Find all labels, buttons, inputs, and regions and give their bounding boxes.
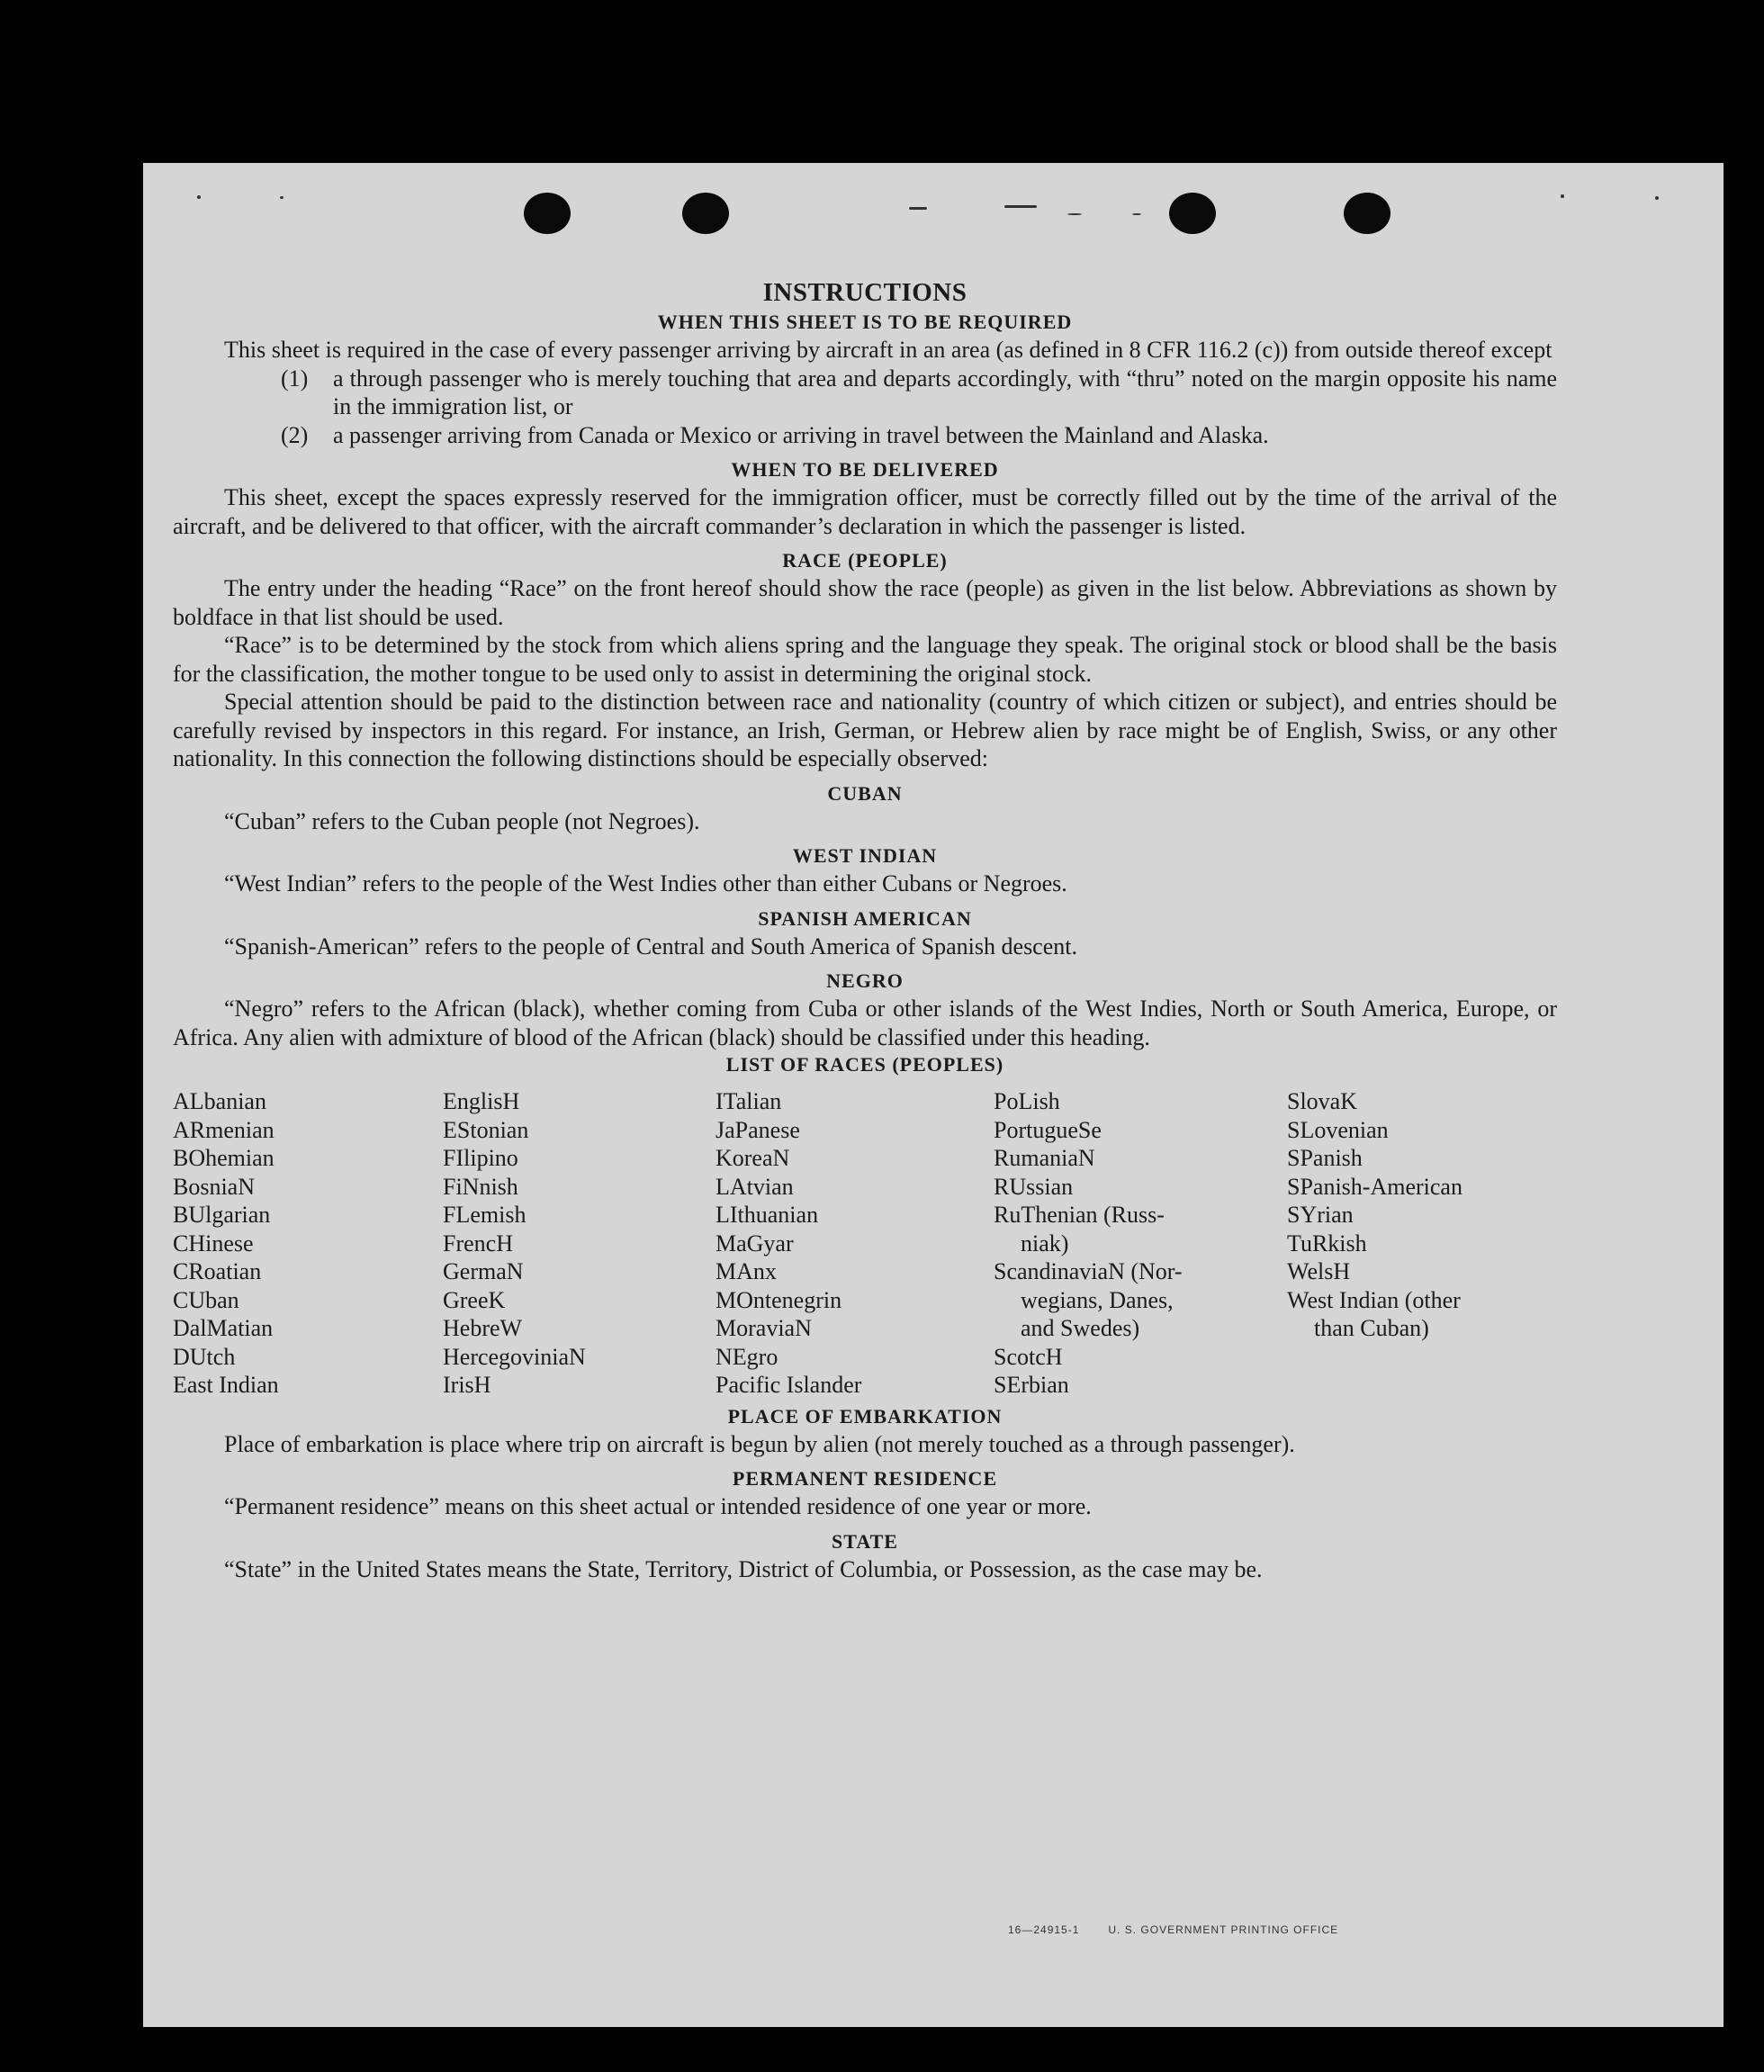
race-item: BOhemian	[173, 1145, 274, 1171]
section-heading-cuban: CUBAN	[827, 781, 903, 805]
paper-speck	[197, 195, 201, 199]
race-item-continuation: and Swedes)	[1021, 1315, 1140, 1341]
section-heading-state: STATE	[832, 1529, 898, 1553]
race-item: GreeK	[443, 1286, 506, 1313]
exception-number: (1)	[281, 365, 309, 392]
race-item: NEgro	[716, 1343, 778, 1370]
race-item: SYrian	[1287, 1202, 1354, 1228]
paper-speck	[1655, 196, 1659, 200]
race-item: ARmenian	[173, 1116, 274, 1143]
race-item: LAtvian	[716, 1173, 794, 1200]
exception-number: (2)	[281, 421, 309, 448]
race-paragraph: The entry under the heading “Race” on the front hereof should show the race (people) as given in the list below. Abbreviations as shown by boldface in that list should be used.	[173, 575, 1557, 630]
race-item: ScandinaviaN (Nor-	[994, 1258, 1183, 1284]
section-heading-list-of-races: LIST OF RACES (PEOPLES)	[725, 1053, 1004, 1076]
race-item: HercegoviniaN	[443, 1343, 586, 1370]
race-item: MaGyar	[716, 1230, 794, 1257]
exception-item	[173, 421, 1557, 450]
document-page	[143, 163, 1724, 2027]
punch-hole	[524, 193, 571, 234]
section-heading-west-indian: WEST INDIAN	[792, 844, 938, 867]
form-number: 16—24915-1	[1008, 1923, 1080, 1936]
race-item: CHinese	[173, 1230, 254, 1257]
printer-name: U. S. GOVERNMENT PRINTING OFFICE	[1108, 1923, 1339, 1936]
race-list	[173, 1087, 1557, 1400]
race-item: SPanish	[1287, 1145, 1363, 1171]
race-item: SLovenian	[1287, 1116, 1389, 1143]
race-item-continuation: niak)	[1021, 1230, 1069, 1257]
paper-speck	[1132, 213, 1141, 215]
race-item: RUssian	[994, 1173, 1074, 1200]
race-column	[716, 1087, 994, 1400]
race-item: Pacific Islander	[716, 1372, 862, 1398]
race-item: RumaniaN	[994, 1145, 1095, 1171]
paper-speck	[1561, 194, 1564, 198]
section-heading-embarkation: PLACE OF EMBARKATION	[727, 1404, 1003, 1428]
race-item: HebreW	[443, 1315, 523, 1341]
punch-hole	[1169, 193, 1216, 234]
race-item: JaPanese	[716, 1116, 800, 1143]
section-heading-delivered: WHEN TO BE DELIVERED	[731, 458, 999, 481]
embarkation-text: Place of embarkation is place where trip on aircraft is begun by alien (not merely touched as a through passenger).	[224, 1430, 1295, 1457]
page-title: INSTRUCTIONS	[762, 278, 968, 307]
exception-text: a passenger arriving from Canada or Mexico or arriving in travel between the Mainland and Alaska.	[333, 421, 1269, 448]
race-item: ALbanian	[173, 1088, 266, 1114]
race-item: ScotcH	[994, 1343, 1063, 1370]
race-item: FIlipino	[443, 1145, 518, 1171]
race-paragraph: Special attention should be paid to the distinction between race and nationality (country of which citizen or subject), and entries should be carefully revised by inspectors in this regard. For instance, an Irish, German, or Hebrew alien by race might be of English, Swiss, or any other nationality. In this connection the following distinctions should be especially observed:	[173, 689, 1557, 771]
section-heading-negro: NEGRO	[826, 969, 904, 992]
section-heading-spanish-american: SPANISH AMERICAN	[758, 906, 972, 930]
race-item: BUlgarian	[173, 1202, 271, 1228]
race-item: RuThenian (Russ-	[994, 1202, 1165, 1228]
west-indian-text: “West Indian” refers to the people of the West Indies other than either Cubans or Negroes.	[224, 870, 1067, 896]
paper-speck	[1067, 213, 1082, 215]
instructions-content	[173, 276, 1557, 1583]
paper-speck	[1004, 205, 1037, 208]
race-column	[994, 1087, 1287, 1400]
punch-hole	[1344, 193, 1390, 234]
required-intro-text: This sheet is required in the case of every passenger arriving by aircraft in an area (as defined in 8 CFR 116.2 (c)) from outside thereof except	[224, 337, 1552, 363]
exception-item	[173, 365, 1557, 421]
race-item: DalMatian	[173, 1315, 274, 1341]
race-column	[173, 1087, 443, 1400]
race-item: LIthuanian	[716, 1202, 819, 1228]
state-text: “State” in the United States means the State, Territory, District of Columbia, or Possession, as the case may be.	[224, 1555, 1263, 1582]
race-item: East Indian	[173, 1372, 279, 1398]
race-item: DUtch	[173, 1343, 236, 1370]
race-column	[1287, 1087, 1557, 1400]
section-heading-required: WHEN THIS SHEET IS TO BE REQUIRED	[657, 311, 1073, 333]
spanish-american-text: “Spanish-American” refers to the people of Central and South America of Spanish descent.	[224, 932, 1077, 959]
race-item: PoLish	[994, 1088, 1060, 1114]
race-item: MOntenegrin	[716, 1286, 842, 1313]
cuban-text: “Cuban” refers to the Cuban people (not Negroes).	[224, 807, 700, 834]
race-item-continuation: than Cuban)	[1314, 1315, 1429, 1341]
race-item: BosniaN	[173, 1173, 255, 1200]
punch-hole	[682, 193, 729, 234]
race-item: FLemish	[443, 1202, 526, 1228]
section-heading-permanent-residence: PERMANENT RESIDENCE	[732, 1467, 998, 1490]
race-item: GermaN	[443, 1258, 524, 1284]
negro-text: “Negro” refers to the African (black), whether coming from Cuba or other islands of the West Indies, North or South America, Europe, or Africa. Any alien with admixture of blood of the African (black) should be classified under this heading.	[173, 995, 1557, 1050]
race-item: EStonian	[443, 1116, 529, 1143]
race-item: CUban	[173, 1286, 239, 1313]
required-intro	[173, 336, 1557, 365]
race-item: SPanish-American	[1287, 1173, 1462, 1200]
race-item-continuation: wegians, Danes,	[1021, 1286, 1174, 1313]
race-item: SlovaK	[1287, 1088, 1357, 1114]
race-item: CRoatian	[173, 1258, 262, 1284]
section-heading-race: RACE (PEOPLE)	[782, 549, 948, 572]
race-item: IrisH	[443, 1372, 491, 1398]
race-item: KoreaN	[716, 1145, 790, 1171]
race-item: EnglisH	[443, 1088, 520, 1114]
race-item: MAnx	[716, 1258, 777, 1284]
delivered-text: This sheet, except the spaces expressly reserved for the immigration officer, must be correctly filled out by the time of the arrival of the aircraft, and be delivered to that officer, with the aircraft commander’s declaration in which the passenger is listed.	[173, 484, 1557, 539]
printer-footer	[1008, 1923, 1367, 1936]
race-item: TuRkish	[1287, 1230, 1367, 1257]
race-item: PortugueSe	[994, 1116, 1102, 1143]
race-item: FiNnish	[443, 1173, 518, 1200]
race-item: West Indian (other	[1287, 1286, 1461, 1313]
residence-text: “Permanent residence” means on this sheet actual or intended residence of one year or more.	[224, 1493, 1092, 1519]
race-paragraph: “Race” is to be determined by the stock from which aliens spring and the language they speak. The original stock or blood shall be the basis for the classification, the mother tongue to be used only to assist in determining the original stock.	[173, 632, 1557, 687]
paper-speck	[280, 196, 284, 199]
paper-speck	[909, 207, 927, 210]
race-item: ITalian	[716, 1088, 782, 1114]
exception-text: a through passenger who is merely touching that area and departs accordingly, with “thru” noted on the margin opposite his name in the immigration list, or	[333, 365, 1557, 419]
race-item: WelsH	[1287, 1258, 1351, 1284]
race-item: MoraviaN	[716, 1315, 812, 1341]
race-item: SErbian	[994, 1372, 1069, 1398]
race-column	[443, 1087, 716, 1400]
race-item: FrencH	[443, 1230, 513, 1257]
